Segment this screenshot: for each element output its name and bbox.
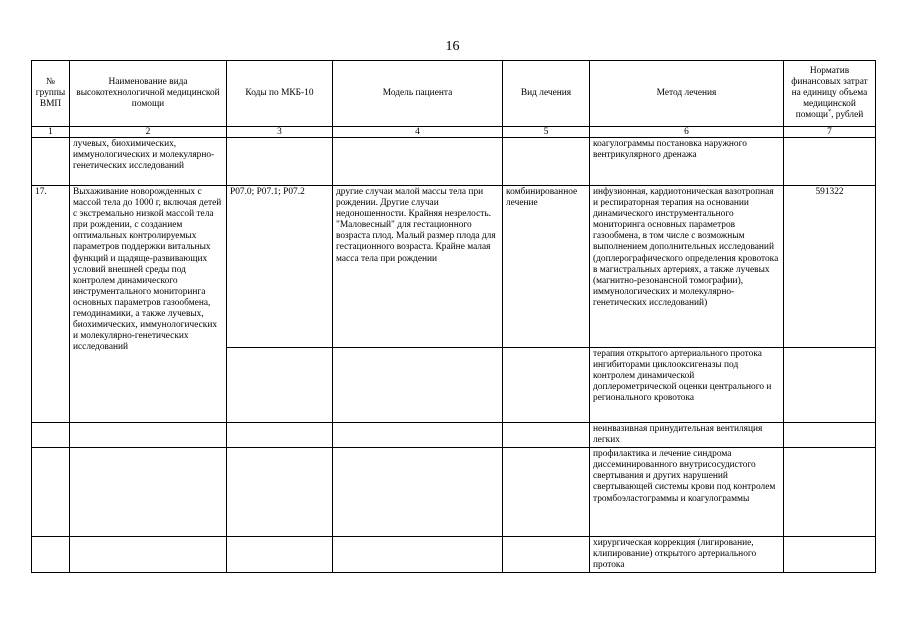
entry-method: хирургическая коррекция (лигирование, клипирование) открытого артериального протока: [590, 537, 784, 573]
header-codes: Коды по МКБ-10: [227, 61, 333, 127]
entry-method: неинвазивная принудительная вентиляция легких: [590, 423, 784, 448]
cell-codes: [227, 138, 333, 186]
method-row: [32, 537, 876, 573]
header-cost-unit: , рублей: [831, 110, 864, 121]
header-name: Наименование вида высокотехнологичной медицинской помощи: [70, 61, 227, 127]
cell-codes: [227, 423, 333, 448]
cell-group: [32, 423, 70, 448]
cell-model: [333, 537, 503, 573]
cell-cost: [784, 448, 876, 537]
entry-name: Выхаживание новорожденных с массой тела до 1000 г, включая детей с экстремально низкой массой тела при рождении, с созданием оптимальных контролируемых параметров поддержки витальных функций и щадяще-развивающих условий внешней среды под контролем динамического инструментального мониторинга основных параметров газообмена, гемодинамики, а также лучевых, биохимических, иммунологических и молекулярно-генетических исследований: [70, 186, 227, 423]
entry-codes: P07.0; P07.1; P07.2: [227, 186, 333, 348]
cell-codes: [227, 537, 333, 573]
header-cost-main: Норматив финансовых затрат на единицу объема медицинской помощи: [791, 65, 868, 121]
entry-row: [32, 186, 876, 348]
cell-name: [70, 537, 227, 573]
header-cost: [784, 61, 876, 127]
cell-name: [70, 423, 227, 448]
page-number: 16: [445, 39, 460, 54]
cell-group: [32, 537, 70, 573]
method-row: [32, 448, 876, 537]
cell-treatment: [503, 138, 590, 186]
vmp-table: [31, 60, 876, 573]
column-number: 4: [333, 127, 503, 138]
continuation-method: коагулограммы постановка наружного вентрикулярного дренажа: [590, 138, 784, 186]
cell-name: [70, 448, 227, 537]
header-treatment: Вид лечения: [503, 61, 590, 127]
cell-model: [333, 348, 503, 423]
header-method: Метод лечения: [590, 61, 784, 127]
table-header-row: [32, 61, 876, 127]
cell-model: [333, 448, 503, 537]
cell-treatment: [503, 448, 590, 537]
entry-group: 17.: [32, 186, 70, 423]
entry-method: профилактика и лечение синдрома диссеминированного внутрисосудистого свертывания и других нарушений свертывающей системы крови под контролем тромбоэластограммы и коагулограммы: [590, 448, 784, 537]
entry-treatment: комбинированное лечение: [503, 186, 590, 348]
cell-treatment: [503, 348, 590, 423]
entry-model: другие случаи малой массы тела при рождении. Другие случаи недоношенности. Крайняя незрелость. "Маловесный" для гестационного возраста плод. Малый размер плода для гестационного возраста. Крайне малая масса тела при рождении: [333, 186, 503, 348]
header-group: № группы ВМП: [32, 61, 70, 127]
cell-treatment: [503, 537, 590, 573]
column-number: 7: [784, 127, 876, 138]
header-cost-footnote-mark: *: [828, 109, 832, 116]
cell-cost: [784, 348, 876, 423]
cell-codes: [227, 448, 333, 537]
header-model: Модель пациента: [333, 61, 503, 127]
cell-codes: [227, 348, 333, 423]
cell-cost: [784, 138, 876, 186]
column-number-row: [32, 127, 876, 138]
continuation-name: лучевых, биохимических, иммунологических и молекулярно-генетических исследований: [70, 138, 227, 186]
entry-cost: 591322: [784, 186, 876, 348]
column-number: 5: [503, 127, 590, 138]
cell-group: [32, 138, 70, 186]
cell-group: [32, 448, 70, 537]
column-number: 1: [32, 127, 70, 138]
entry-method: инфузионная, кардиотоническая вазотропная и респираторная терапия на основании динамического инструментального мониторинга основных параметров газообмена, в том числе с возможным выполнением дополнительных исследований (доплерографического определения кровотока в магистральных артериях, а также лучевых (магнитно-резонансной томографии), иммунологических и молекулярно-генетических исследований): [590, 186, 784, 348]
cell-cost: [784, 423, 876, 448]
column-number: 3: [227, 127, 333, 138]
cell-treatment: [503, 423, 590, 448]
cell-model: [333, 423, 503, 448]
cell-model: [333, 138, 503, 186]
column-number: 2: [70, 127, 227, 138]
method-row: [32, 423, 876, 448]
entry-method: терапия открытого артериального протока ингибиторами циклооксигеназы под контролем динамической доплерометрической оценки центрального и регионального кровотока: [590, 348, 784, 423]
cell-cost: [784, 537, 876, 573]
column-number: 6: [590, 127, 784, 138]
continuation-row: [32, 138, 876, 186]
